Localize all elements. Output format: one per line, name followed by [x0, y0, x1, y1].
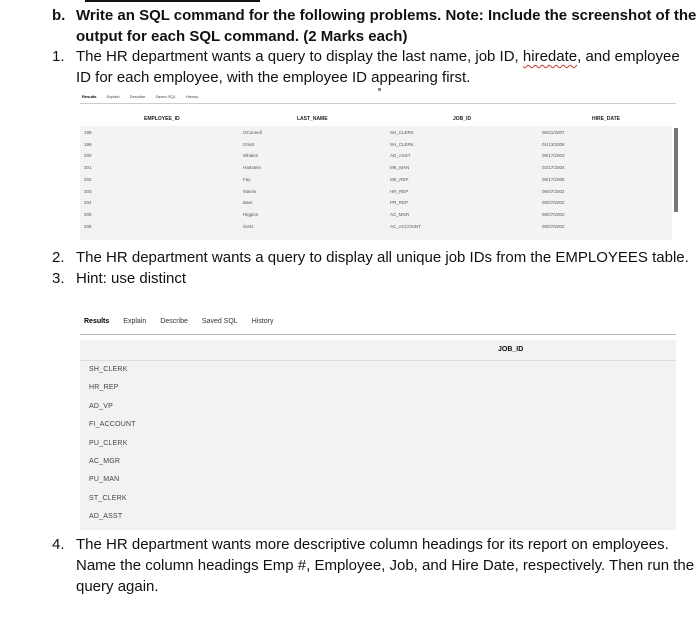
shot1-cell: PR_REP: [390, 200, 409, 206]
shot2-list-item: PU_MAN: [89, 476, 120, 484]
q4-line3: query again.: [76, 578, 159, 595]
shot2-list-item: ST_CLERK: [89, 494, 127, 502]
shot1-cell: AC_ACCOUNT: [390, 223, 422, 229]
q1-line2: ID for each employee, with the employee ID appearing first.: [76, 69, 471, 86]
shot1-cell: 06/07/2002: [542, 188, 565, 194]
shot2-list-item: AD_ASST: [89, 513, 123, 521]
shot2-col-job-id: JOB_ID: [498, 346, 524, 353]
shot1-table-row: [80, 210, 672, 220]
q4-number: 4.: [52, 536, 65, 553]
shot2-header-rule: [80, 360, 676, 361]
q1-line1: The HR department wants a query to display the last name, job ID, hiredate, and employee: [76, 48, 680, 65]
shot1-cell: Grant: [243, 141, 255, 147]
shot1-cell: Gietz: [243, 223, 254, 229]
shot1-cell: 204: [84, 200, 92, 206]
shot1-col-last-name: LAST_NAME: [297, 116, 328, 122]
q2-text: The HR department wants a query to display all unique job IDs from the EMPLOYEES table.: [76, 249, 689, 266]
shot2-list-item: HR_REP: [89, 384, 119, 392]
shot1-cell: Fay: [243, 176, 251, 182]
shot1-cell: AC_MGR: [390, 211, 410, 217]
shot1-tab-history[interactable]: History: [185, 94, 199, 99]
shot1-cell: Baer: [243, 200, 253, 206]
shot1-cell: 203: [84, 188, 92, 194]
shot1-table-row: [80, 128, 672, 138]
shot2-tab-saved-sql[interactable]: Saved SQL: [201, 318, 238, 325]
shot1-cell: 06/21/2007: [542, 130, 565, 135]
shot1-cursor-mark: [378, 88, 381, 91]
shot1-cell: 206: [84, 223, 92, 229]
shot1-table-row: [80, 187, 672, 197]
shot2-list-item: AD_VP: [89, 402, 113, 410]
shot1-tabs: [82, 94, 198, 102]
shot2-list-item: PU_CLERK: [89, 439, 128, 447]
q4-line1: The HR department wants more descriptive column headings for its report on employees.: [76, 536, 669, 553]
section-instruction-line1: Write an SQL command for the following problems. Note: Include the screenshot of the: [76, 7, 697, 24]
shot1-cell: 205: [84, 211, 92, 217]
shot1-cell: 202: [84, 176, 92, 182]
shot1-cell: 06/07/2002: [542, 211, 565, 217]
spellcheck-word: hiredate: [522, 48, 578, 65]
shot1-table-row: [80, 151, 672, 161]
shot1-cell: Whalen: [243, 153, 259, 159]
shot1-cell: 06/07/2002: [542, 200, 565, 206]
shot1-cell: 201: [84, 165, 92, 171]
shot1-cell: 06/07/2002: [542, 223, 565, 229]
shot2-tab-results[interactable]: Results: [84, 318, 110, 325]
shot2-tab-explain[interactable]: Explain: [123, 318, 147, 325]
shot1-tab-explain[interactable]: Explain: [106, 94, 120, 99]
q3-text: Hint: use distinct: [76, 270, 187, 287]
q4-line2: Name the column headings Emp #, Employee, Job, and Hire Date, respectively. Then run the: [76, 557, 695, 574]
shot1-cell: 02/17/2004: [542, 165, 565, 171]
shot1-cell: SH_CLERK: [390, 130, 414, 135]
shot1-table-row: [80, 222, 672, 232]
shot1-table-row: [80, 163, 672, 173]
q3-number: 3.: [52, 270, 65, 287]
shot1-cell: OConnell: [243, 130, 262, 135]
q2-number: 2.: [52, 249, 65, 266]
shot1-cell: MK_REP: [390, 176, 409, 182]
shot1-tab-describe[interactable]: Describe: [129, 94, 146, 99]
shot1-tab-results[interactable]: Results: [82, 94, 97, 99]
shot1-cell: Mavris: [243, 188, 257, 194]
shot1-cell: 01/13/2008: [542, 141, 565, 147]
shot1-cell: 198: [84, 130, 92, 135]
shot2-tabs: [84, 318, 273, 325]
section-instruction-line2: output for each SQL command. (2 Marks each): [76, 28, 408, 45]
shot2-list-item: FI_ACCOUNT: [89, 421, 136, 429]
shot1-col-employee-id: EMPLOYEE_ID: [144, 116, 180, 122]
shot1-col-hire-date: HIRE_DATE: [592, 116, 620, 122]
shot1-table-row: [80, 175, 672, 185]
shot1-cell: 08/17/2005: [542, 176, 565, 182]
shot1-table-row: [80, 140, 672, 150]
shot1-cell: AD_ASST: [390, 153, 411, 159]
shot1-cell: 199: [84, 141, 92, 147]
shot1-cell: 09/17/2003: [542, 153, 565, 159]
shot1-col-job-id: JOB_ID: [453, 116, 472, 122]
shot1-cell: SH_CLERK: [390, 141, 414, 147]
q1-number: 1.: [52, 48, 65, 65]
section-label: b.: [52, 7, 66, 24]
shot1-cell: HR_REP: [390, 188, 409, 194]
shot1-cell: Hartstein: [243, 165, 262, 171]
shot2-tab-rule: [80, 334, 676, 335]
shot2-tab-describe[interactable]: Describe: [160, 318, 188, 325]
shot2-list-item: AC_MGR: [89, 458, 121, 465]
shot1-cell: MK_MAN: [390, 165, 410, 171]
shot1-cell: 200: [84, 153, 92, 159]
shot1-scrollbar[interactable]: [674, 128, 678, 212]
shot2-list-item: SH_CLERK: [89, 366, 128, 373]
shot2-tab-history[interactable]: History: [251, 318, 274, 325]
shot2-results-grid: [80, 340, 676, 530]
shot1-tab-saved-sql[interactable]: Saved SQL: [155, 94, 176, 99]
shot1-table-row: [80, 198, 672, 208]
shot1-cell: Higgins: [243, 211, 259, 217]
top-rule: [85, 0, 260, 2]
shot1-tab-rule: [80, 103, 676, 104]
